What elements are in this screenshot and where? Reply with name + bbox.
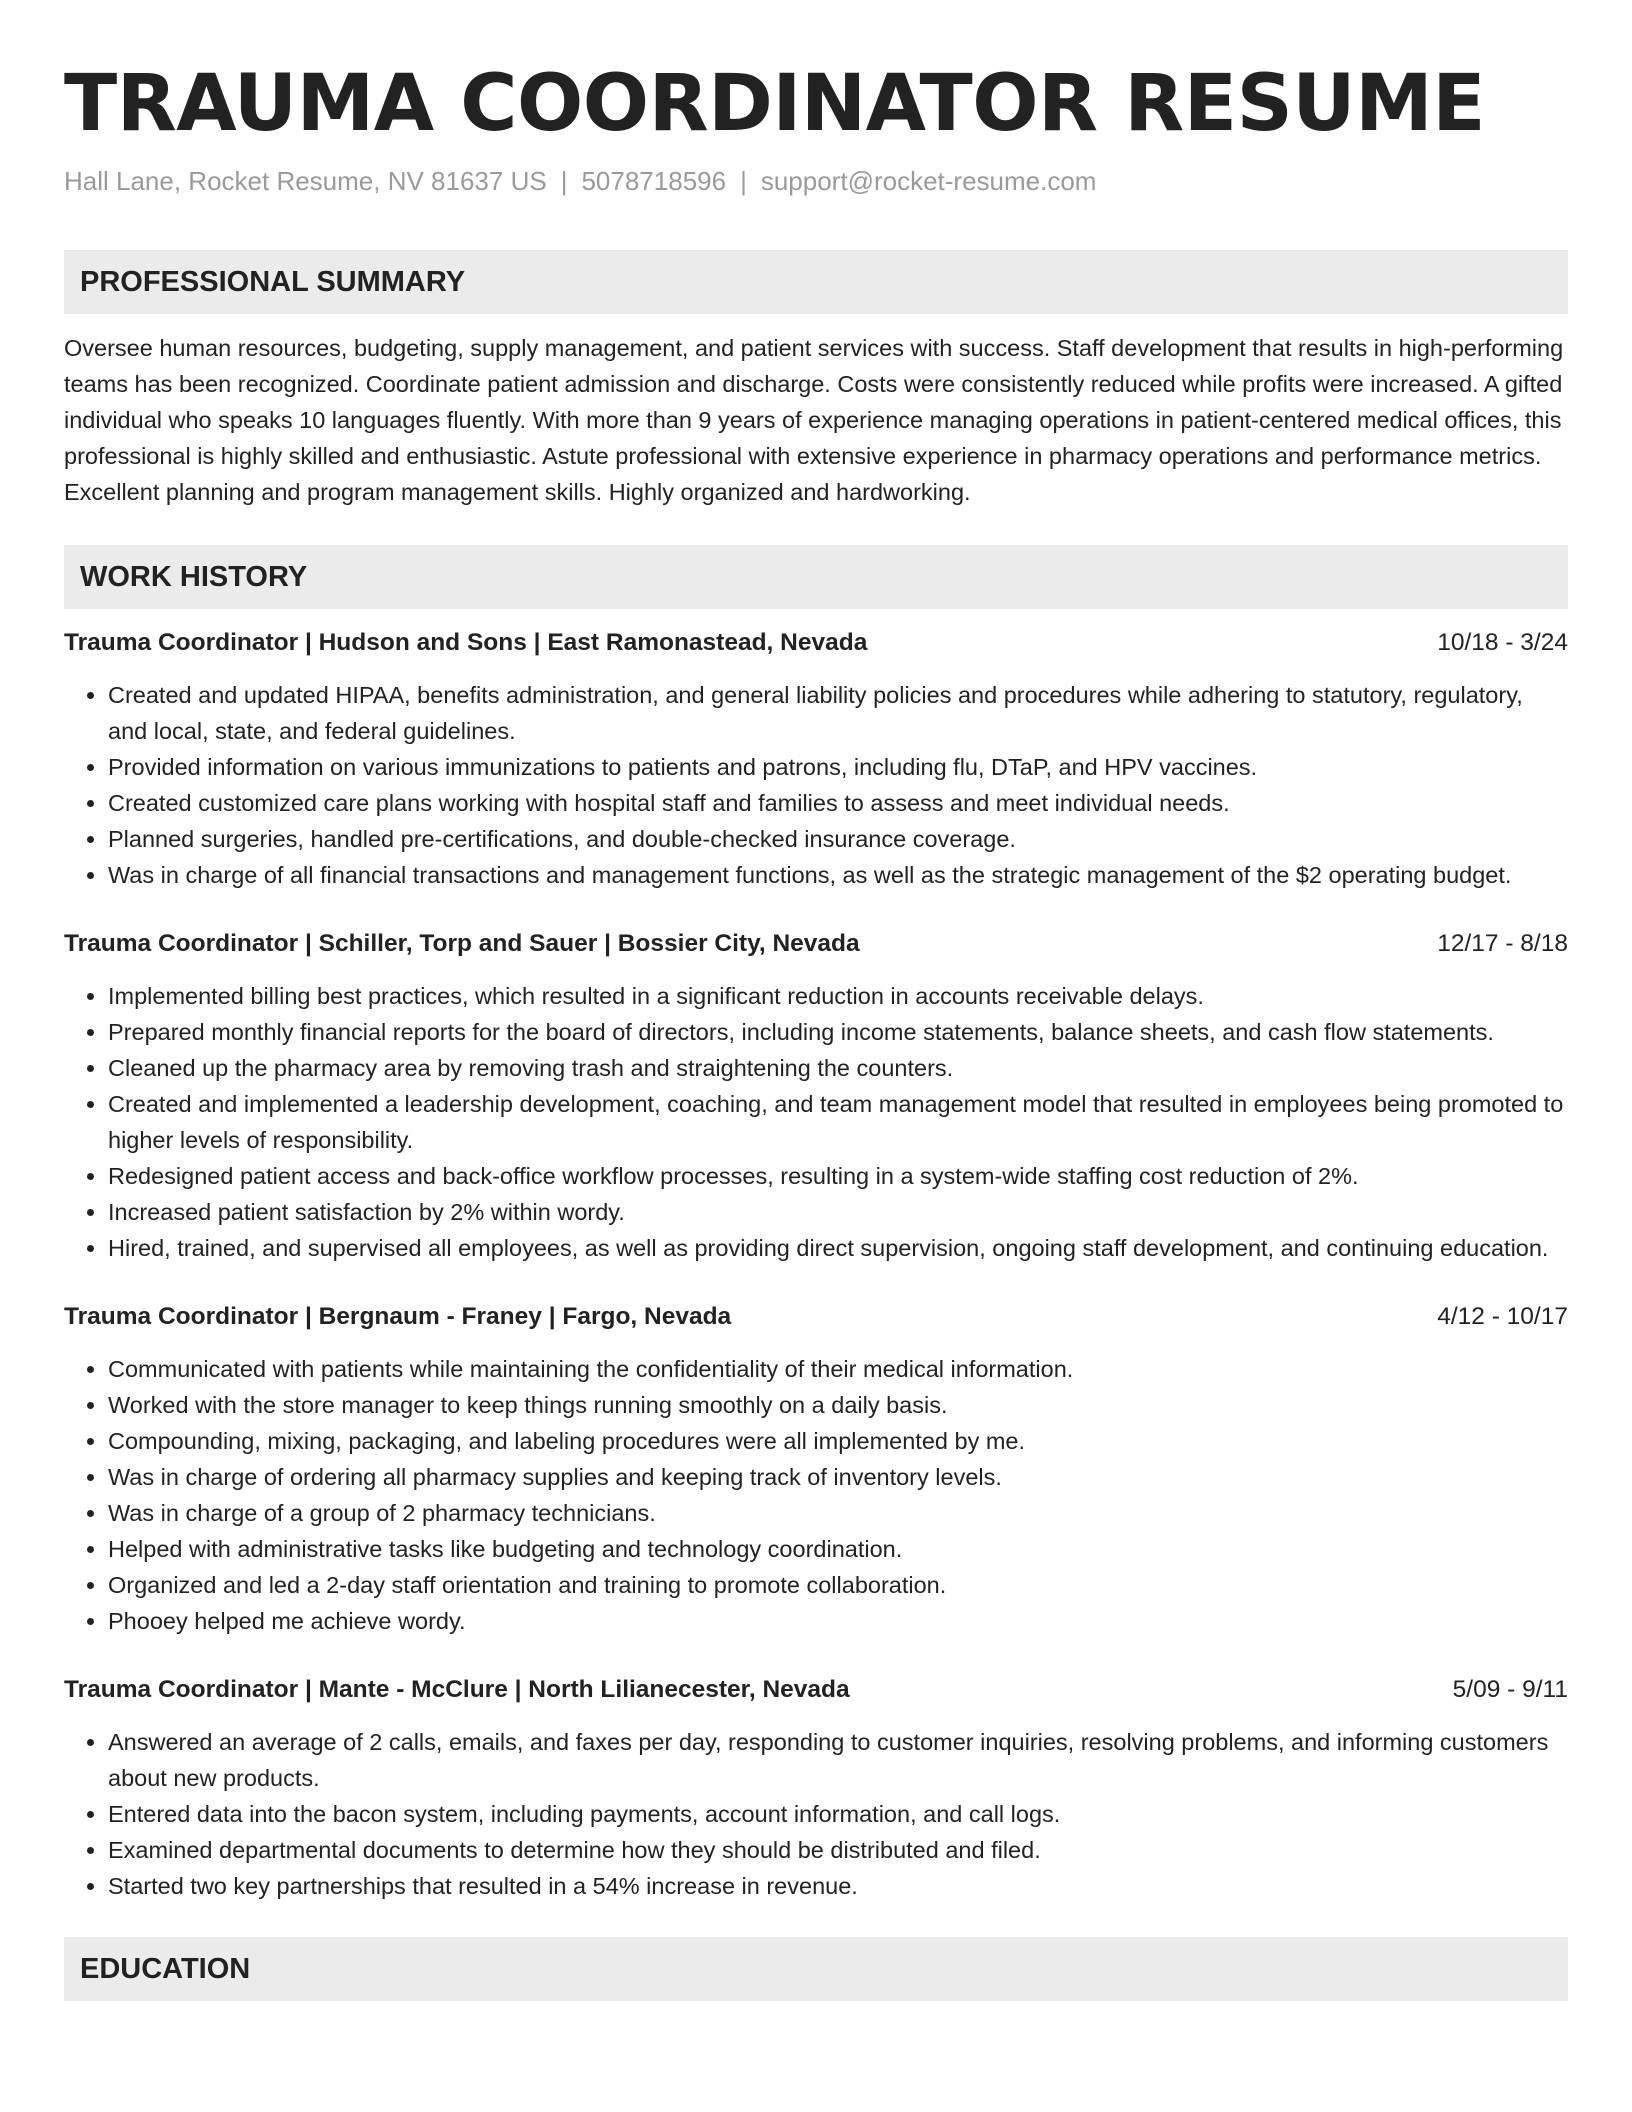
- job-bullet: • Compounding, mixing, packaging, and labeling procedures were all implemented by me.: [108, 1423, 1568, 1459]
- section-header-education: EDUCATION: [64, 1937, 1568, 2001]
- section-header-summary: PROFESSIONAL SUMMARY: [64, 250, 1568, 314]
- job-title: Trauma Coordinator | Bergnaum - Franey | Fargo, Nevada: [64, 1303, 732, 1330]
- job-bullet: • Increased patient satisfaction by 2% within wordy.: [108, 1194, 1568, 1230]
- resume-title: TRAUMA COORDINATOR RESUME: [64, 59, 1485, 149]
- job-bullet: • Cleaned up the pharmacy area by removing trash and straightening the counters.: [108, 1050, 1568, 1086]
- job-bullet-list: [64, 978, 1568, 1266]
- job-bullet: • Phooey helped me achieve wordy.: [108, 1603, 1568, 1639]
- job-bullet-list: [64, 1351, 1568, 1639]
- job-bullet: • Was in charge of all financial transactions and management functions, as well as the strategic management of the $2 operating budget.: [108, 857, 1568, 893]
- job-bullet: • Communicated with patients while maintaining the confidentiality of their medical information.: [108, 1351, 1568, 1387]
- work-history-list: [64, 625, 1568, 1904]
- job-dates: 5/09 - 9/11: [1452, 1676, 1568, 1703]
- contact-address: Hall Lane, Rocket Resume, NV 81637 US: [64, 166, 547, 196]
- job-bullet: • Answered an average of 2 calls, emails, and faxes per day, responding to customer inquiries, resolving problems, and informing customers about new products.: [108, 1724, 1568, 1796]
- job-bullet-list: [64, 677, 1568, 893]
- job-title: Trauma Coordinator | Mante - McClure | North Lilianecester, Nevada: [64, 1676, 850, 1703]
- job-bullet: • Hired, trained, and supervised all employees, as well as providing direct supervision, ongoing staff development, and continuing education.: [108, 1230, 1568, 1266]
- job-header: [64, 1672, 1568, 1708]
- job-bullet: • Was in charge of ordering all pharmacy supplies and keeping track of inventory levels.: [108, 1459, 1568, 1495]
- job-bullet: • Provided information on various immunizations to patients and patrons, including flu, DTaP, and HPV vaccines.: [108, 749, 1568, 785]
- contact-separator: |: [740, 166, 747, 196]
- job-entry: [64, 1299, 1568, 1639]
- job-bullet: • Created and implemented a leadership development, coaching, and team management model that resulted in employees being promoted to higher levels of responsibility.: [108, 1086, 1568, 1158]
- job-bullet: • Helped with administrative tasks like budgeting and technology coordination.: [108, 1531, 1568, 1567]
- job-bullet: • Created customized care plans working with hospital staff and families to assess and meet individual needs.: [108, 785, 1568, 821]
- job-header: [64, 1299, 1568, 1335]
- contact-separator: |: [560, 166, 568, 196]
- job-bullet: • Created and updated HIPAA, benefits administration, and general liability policies and procedures while adhering to statutory, regulatory, and local, state, and federal guidelines.: [108, 677, 1568, 749]
- section-header-work-history: WORK HISTORY: [64, 545, 1568, 609]
- job-bullet: • Examined departmental documents to determine how they should be distributed and filed.: [108, 1832, 1568, 1868]
- job-bullet: • Worked with the store manager to keep things running smoothly on a daily basis.: [108, 1387, 1568, 1423]
- job-title: Trauma Coordinator | Hudson and Sons | East Ramonastead, Nevada: [64, 629, 868, 656]
- job-title: Trauma Coordinator | Schiller, Torp and Sauer | Bossier City, Nevada: [64, 930, 860, 957]
- summary-text: Oversee human resources, budgeting, supply management, and patient services with success. Staff development that results in high-performing teams has been recognized. Coordinate patient admission and discharge. Costs were consistently reduced while profits were increased. A gifted individual who speaks 10 languages fluently. With more than 9 years of experience managing operations in patient-centered medical offices, this professional is highly skilled and enthusiastic. Astute professional with extensive experience in pharmacy operations and performance metrics. Excellent planning and program management skills. Highly organized and hardworking.: [64, 335, 1564, 505]
- job-entry: [64, 926, 1568, 1266]
- job-bullet-list: [64, 1724, 1568, 1904]
- job-header: [64, 926, 1568, 962]
- job-bullet: • Planned surgeries, handled pre-certifications, and double-checked insurance coverage.: [108, 821, 1568, 857]
- job-bullet: • Was in charge of a group of 2 pharmacy technicians.: [108, 1495, 1568, 1531]
- job-bullet: • Prepared monthly financial reports for the board of directors, including income statements, balance sheets, and cash flow statements.: [108, 1014, 1568, 1050]
- job-dates: 10/18 - 3/24: [1437, 629, 1568, 656]
- contact-line: [64, 164, 1568, 198]
- job-bullet: • Started two key partnerships that resulted in a 54% increase in revenue.: [108, 1868, 1568, 1904]
- job-entry: [64, 625, 1568, 893]
- job-bullet: • Entered data into the bacon system, including payments, account information, and call logs.: [108, 1796, 1568, 1832]
- job-dates: 4/12 - 10/17: [1437, 1303, 1568, 1330]
- job-bullet: • Redesigned patient access and back-office workflow processes, resulting in a system-wide staffing cost reduction of 2%.: [108, 1158, 1568, 1194]
- job-dates: 12/17 - 8/18: [1437, 930, 1568, 957]
- contact-phone: 5078718596: [581, 166, 727, 196]
- job-header: [64, 625, 1568, 661]
- job-entry: [64, 1672, 1568, 1904]
- job-bullet: • Organized and led a 2-day staff orientation and training to promote collaboration.: [108, 1567, 1568, 1603]
- contact-email[interactable]: support@rocket-resume.com: [760, 166, 1097, 196]
- job-bullet: • Implemented billing best practices, which resulted in a significant reduction in accounts receivable delays.: [108, 978, 1568, 1014]
